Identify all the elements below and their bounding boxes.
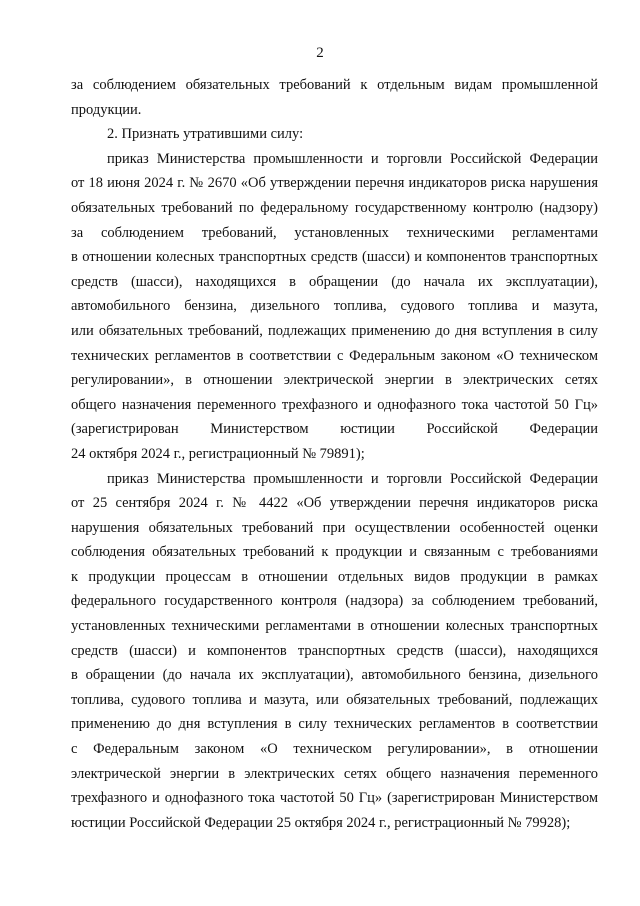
text-line: 24 октября 2024 г., регистрационный № 79891); xyxy=(71,445,365,462)
text-line: обязательных требований по федеральному государственному контролю (надзору) xyxy=(71,199,598,216)
text-line: автомобильного бензина, дизельного топлива, судового топлива и мазута, xyxy=(71,298,598,315)
text-line: средств (шасси), находящихся в обращении (до начала их эксплуатации), xyxy=(71,273,598,290)
paragraph xyxy=(71,122,598,147)
text-line: соблюдения обязательных требований к продукции и связанным с требованиями xyxy=(71,544,598,561)
page-number: 2 xyxy=(316,45,324,61)
paragraph xyxy=(71,147,598,467)
text-line: (зарегистрирован Министерством юстиции Российской Федерации xyxy=(71,421,598,438)
text-line: регулировании», в отношении электрической энергии в электрических сетях xyxy=(71,372,598,389)
text-line: к продукции процессам в отношении отдельных видов продукции в рамках xyxy=(71,568,598,585)
text-line: за соблюдением требований, установленных техническими регламентами xyxy=(71,224,598,241)
text-line: приказ Министерства промышленности и торговли Российской Федерации xyxy=(107,470,598,487)
text-line: 2. Признать утратившими силу: xyxy=(107,126,304,143)
text-line: федерального государственного контроля (надзора) за соблюдением требований, xyxy=(71,593,598,610)
text-line: продукции. xyxy=(71,101,142,118)
text-line: в обращении (до начала их эксплуатации), автомобильного бензина, дизельного xyxy=(71,667,598,684)
document-body xyxy=(71,73,598,835)
paragraph xyxy=(71,73,598,122)
text-line: нарушения обязательных требований при осуществлении особенностей оценки xyxy=(71,519,598,536)
text-line: за соблюдением обязательных требований к отдельным видам промышленной xyxy=(71,77,598,93)
text-line: или обязательных требований, подлежащих применению до дня вступления в силу xyxy=(71,322,598,339)
text-line: технических регламентов в соответствии с Федеральным законом «О техническом xyxy=(71,347,598,364)
text-line: от 25 сентября 2024 г. № 4422 «Об утверждении перечня индикаторов риска xyxy=(71,495,598,512)
text-line: средств (шасси) и компонентов транспортных средств (шасси), находящихся xyxy=(71,642,598,659)
text-line: электрической энергии в электрических сетях общего назначения переменного xyxy=(71,765,598,782)
text-line: юстиции Российской Федерации 25 октября 2024 г., регистрационный № 79928); xyxy=(71,814,571,831)
text-line: установленных техническими регламентами в отношении колесных транспортных xyxy=(71,618,598,635)
text-line: общего назначения переменного трехфазного и однофазного тока частотой 50 Гц» xyxy=(71,396,598,413)
text-line: трехфазного и однофазного тока частотой 50 Гц» (зарегистрирован Министерством xyxy=(71,790,598,807)
text-line: с Федеральным законом «О техническом регулировании», в отношении xyxy=(71,741,598,758)
text-line: в отношении колесных транспортных средств (шасси) и компонентов транспортных xyxy=(71,249,598,266)
paragraph xyxy=(71,467,598,836)
text-line: топлива, судового топлива и мазута, или обязательных требований, подлежащих xyxy=(71,691,598,708)
text-line: от 18 июня 2024 г. № 2670 «Об утверждении перечня индикаторов риска нарушения xyxy=(71,175,598,192)
text-line: применению до дня вступления в силу технических регламентов в соответствии xyxy=(71,716,598,733)
text-line: приказ Министерства промышленности и торговли Российской Федерации xyxy=(107,150,598,167)
